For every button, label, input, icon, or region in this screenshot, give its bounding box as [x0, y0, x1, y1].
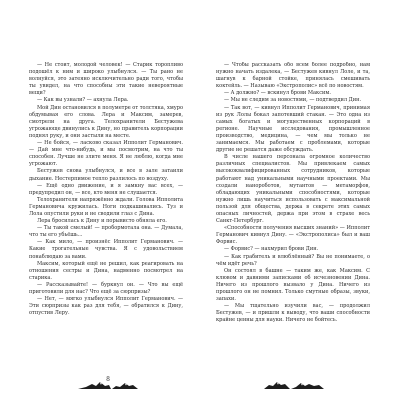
right-page-text — [216, 62, 370, 358]
paragraph: — Как грабитель и влюблённый? Вы не понимаете, о чём идёт речь? — [216, 253, 370, 267]
paragraph: — Чтобы рассказать обо всем более подробно, нам нужно начать издалека, — Бестужев кивнул Лоле, и та, шагнув к барной стойке, принялась смешивать коктейль. — Называю «Экстрополис» всё по новостям. — [216, 62, 370, 90]
paragraph: Телохранители напряжённо ждали. Голова Ипполита Германовича кружилась. Ноги подкашивались. Туз и Лола опустили руки и не сводили глаз с Дина. — [29, 196, 183, 217]
mountain-ornament-icon — [264, 380, 324, 390]
paragraph: — Мы не следим за новостями, — подтвердил Дин. — [224, 97, 362, 104]
paragraph: Мой Дин остановился в полуметре от толстяка, хмуро обдумывая его слова. Лера и Максим, замерев, смотрели на друга. Телохранители Бестужева угрожающе двинулись к Дину, но правитель корпорации поднял руку, и они застыли на месте. — [29, 104, 183, 139]
paragraph: — Форвис? — нахмурил брови Дин. — [224, 246, 319, 253]
paragraph: «Способности получения высших знаний» — Ипполит Германович кивнул Дину. — «Экстрополиса» был и ваш Форвис. — [216, 225, 370, 246]
paragraph: В числе нашего персонала огромное количество различных специалистов. Мы привлекаем самых высококвалифицированных сотрудников, которые работают над уникальными научными проектами. Мы создали нанороботов, мутантов — метаморфов, обладающих уникальными способностями, которые нужно лишь научиться использовать с максимальной пользой для общества, держа в секрете этих самых опасных личностей, держа при этом в страхе весь Санкт-Петербург. — [216, 154, 370, 225]
paragraph: Бестужев снова улыбнулся, и все в зале затаили дыхание. Нестерпимое тепло разлилось по воздуху. — [29, 168, 183, 182]
page-number: 8 — [106, 376, 110, 383]
paragraph: — Рассказывайте! — буркнул он. — Что вы ещё приготовили для нас? Что ещё за сюрпризы? — [29, 281, 183, 295]
paragraph: — Не стоит, молодой человек! — Старик торопливо подошёл к ним и широко улыбнулся. — Ты рано не волнуйся, это затеяно исключительно ради того, чтобы ты увидел, на что способны эти такие невероятные вещи? — [29, 62, 183, 97]
paragraph: Лера бросилась к Дину и порывисто обняла его. — [37, 218, 167, 225]
right-page-footer — [264, 378, 324, 390]
paragraph: Максим, который ещё не решил, как реагировать на отношения сестры и Дина, надменно посмотрел на старика. — [29, 260, 183, 281]
paragraph: — Ещё одно движение, и я замкну вас всех, — предупредил он, — все, кто меня не слушается. — [29, 182, 183, 196]
paragraph: — Мы тщательно изучили вас, — продолжил Бестужев, — и пришли к выводу, что ваши способности крайне ценны для науки. Ничего не бойтесь. — [216, 303, 370, 324]
paragraph: — Так вот, — кивнул Ипполит Германович, принимая из рук Лолы бокал запотевший стакан. — Это одна из самых богатых и могущественных корпораций в регионе. Научные исследования, промышленное производство, медицина, — чем мы только не занимаемся. Мы работаем с проблемами, которые другие не решатся даже обсуждать. — [216, 104, 370, 154]
paragraph: Он состоял в башне — таким же, как Максим. С клювом и давними записками об исчезновении Дина. Ничего из прошлого вызвало у Дина. Ничего из прошлого он не помнил. Только смутные образы, звуки, запахи. — [216, 267, 370, 303]
paragraph: — А должно? — вскинул брови Максим. — [224, 90, 331, 97]
left-page-footer — [78, 378, 138, 390]
left-page-text — [29, 62, 183, 358]
paragraph: — Как мило, — произнёс Ипполит Германович. — Какие трогательные чувства. Я с удовольствием понаблюдаю за вами. — [29, 239, 183, 260]
paragraph: — Ты такой смелый! — пробормотала она. — Думала, что ты его убьёшь... — [29, 225, 183, 239]
paragraph: — Как вы узнали? — ахнула Лера. — [37, 97, 129, 104]
paragraph: — Не бойся, — ласково сказал Ипполит Германович. — Дай мне что-нибудь, и мы посмотрим, на что ты способен. Лучше не злите меня. Я не люблю, когда мне угрожают. — [29, 140, 183, 168]
paragraph: — Нет, — мягко улыбнулся Ипполит Германович. — Эти сюрпризы как раз для тебя, — обратился к Дину, отпустив Леру. — [29, 296, 183, 317]
